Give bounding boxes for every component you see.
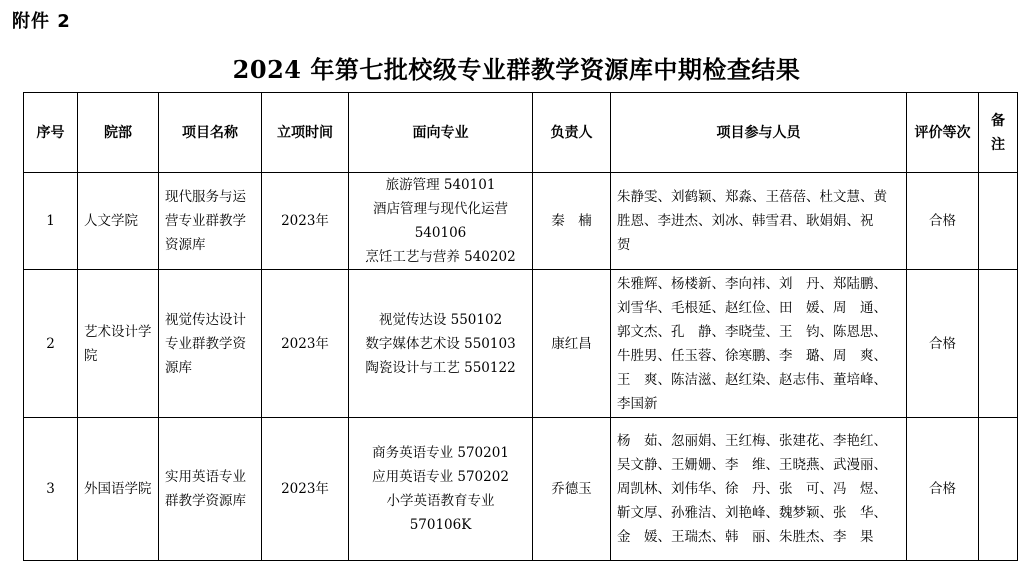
cell-project: 视觉传达设计专业群教学资源库	[159, 270, 262, 418]
major-line: 烹饪工艺与营养 540202	[365, 249, 516, 265]
cell-dept: 艺术设计学院	[78, 270, 159, 418]
table-row	[24, 418, 1018, 561]
cell-majors	[349, 270, 533, 418]
cell-majors	[349, 418, 533, 561]
col-header-project: 项目名称	[159, 93, 262, 173]
cell-no: 3	[24, 418, 78, 561]
major-line: 旅游管理 540101	[385, 177, 496, 193]
cell-year: 2023年	[262, 173, 349, 270]
attachment-label: 附件 2	[12, 11, 71, 32]
col-header-grade: 评价等次	[907, 93, 979, 173]
cell-leader: 秦 楠	[533, 173, 611, 270]
cell-grade: 合格	[907, 270, 979, 418]
cell-members: 杨 茹、忽丽娟、王红梅、张建花、李艳红、吴文静、王姗姗、李 维、王晓燕、武漫丽、周凯林、刘伟华、徐 丹、张 可、冯 煜、靳文厚、孙雅洁、刘艳峰、魏梦颖、张 华、金 媛、王瑞杰、韩 丽、朱胜杰、李 果	[611, 418, 907, 561]
col-header-leader: 负责人	[533, 93, 611, 173]
cell-members: 朱静雯、刘鹤颖、郑淼、王蓓蓓、杜文慧、黄胜恩、李进杰、刘冰、韩雪君、耿娟娟、祝 贺	[611, 173, 907, 270]
cell-note	[979, 173, 1018, 270]
cell-dept: 外国语学院	[78, 418, 159, 561]
col-header-no: 序号	[24, 93, 78, 173]
cell-note	[979, 270, 1018, 418]
major-line: 酒店管理与现代化运营	[373, 201, 508, 217]
page-title: 2024 年第七批校级专业群教学资源库中期检查结果	[232, 55, 801, 84]
cell-grade: 合格	[907, 418, 979, 561]
cell-note	[979, 418, 1018, 561]
cell-grade: 合格	[907, 173, 979, 270]
cell-dept: 人文学院	[78, 173, 159, 270]
col-header-dept: 院部	[78, 93, 159, 173]
major-line: 570106K	[409, 517, 472, 533]
cell-majors	[349, 173, 533, 270]
major-line: 陶瓷设计与工艺 550122	[365, 359, 516, 376]
major-line: 540106	[414, 225, 467, 241]
cell-project: 实用英语专业群教学资源库	[159, 418, 262, 561]
cell-year: 2023年	[262, 418, 349, 561]
table-row	[24, 270, 1018, 418]
col-header-year: 立项时间	[262, 93, 349, 173]
col-header-members: 项目参与人员	[611, 93, 907, 173]
cell-members: 朱雅辉、杨楼新、李向祎、刘 丹、郑陆鹏、刘雪华、毛根延、赵红俭、田 媛、周 通、郭文杰、孔 静、李晓莹、王 钧、陈恩思、牛胜男、任玉蓉、徐寒鹏、李 璐、周 爽、王 爽、陈洁滋、赵红染、赵志伟、董培峰、李国新	[611, 270, 907, 418]
col-header-majors: 面向专业	[349, 93, 533, 173]
header-row	[24, 93, 1018, 173]
cell-project: 现代服务与运营专业群教学资源库	[159, 173, 262, 270]
major-line: 小学英语教育专业	[386, 493, 495, 509]
major-line: 应用英语专业 570202	[372, 469, 509, 485]
cell-leader: 康红昌	[533, 270, 611, 418]
cell-no: 1	[24, 173, 78, 270]
table-row	[24, 173, 1018, 270]
major-line: 商务英语专业 570201	[372, 445, 509, 461]
major-line: 视觉传达设 550102	[378, 311, 503, 328]
cell-leader: 乔德玉	[533, 418, 611, 561]
cell-year: 2023年	[262, 270, 349, 418]
col-header-note: 备注	[979, 93, 1018, 173]
major-line: 数字媒体艺术设 550103	[365, 335, 516, 352]
results-table	[23, 92, 1018, 561]
cell-no: 2	[24, 270, 78, 418]
